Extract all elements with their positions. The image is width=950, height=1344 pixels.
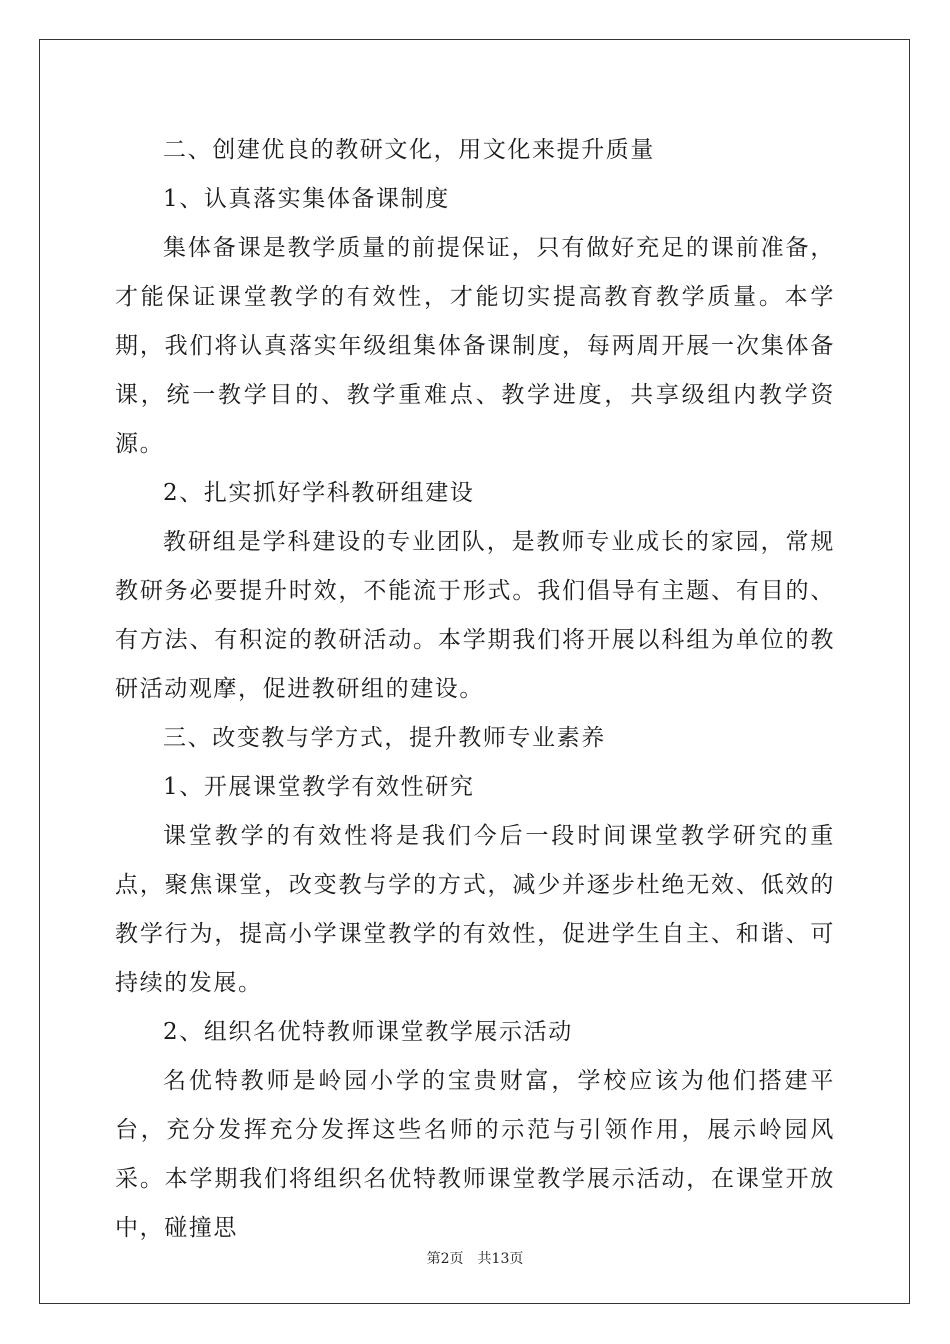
document-body [115, 126, 835, 1253]
paragraph-teaching-research-group: 教研组是学科建设的专业团队，是教师专业成长的家园，常规教研务必要提升时效，不能流于形式。我们倡导有主题、有目的、有方法、有积淀的教研活动。本学期我们将开展以科组为单位的教研活动观摩，促进教研组的建设。 [115, 529, 835, 702]
page-number: 第2页 [426, 1251, 464, 1267]
page-footer [0, 1248, 950, 1268]
paragraph-teacher-showcase: 名优特教师是岭园小学的宝贵财富，学校应该为他们搭建平台，充分发挥充分发挥这些名师的示范与引领作用，展示岭园风采。本学期我们将组织名优特教师课堂教学展示活动，在课堂开放中，碰撞思 [115, 1068, 835, 1241]
subheading-teacher-showcase: 2、组织名优特教师课堂教学展示活动 [163, 1019, 573, 1045]
subheading-collective-lesson-prep: 1、认真落实集体备课制度 [163, 186, 450, 212]
paragraph-classroom-effectiveness: 课堂教学的有效性将是我们今后一段时间课堂教学研究的重点，聚焦课堂，改变教与学的方式，减少并逐步杜绝无效、低效的教学行为，提高小学课堂教学的有效性，促进学生自主、和谐、可持续的发展。 [115, 823, 835, 996]
subheading-teaching-research-group: 2、扎实抓好学科教研组建设 [163, 480, 475, 506]
section-heading-2: 二、创建优良的教研文化，用文化来提升质量 [163, 137, 655, 163]
subheading-classroom-effectiveness: 1、开展课堂教学有效性研究 [163, 774, 475, 800]
page-total: 共13页 [477, 1251, 524, 1267]
paragraph-collective-lesson-prep: 集体备课是教学质量的前提保证，只有做好充足的课前准备，才能保证课堂教学的有效性，才能切实提高教育教学质量。本学期，我们将认真落实年级组集体备课制度，每两周开展一次集体备课，统一教学目的、教学重难点、教学进度，共享级组内教学资源。 [115, 235, 835, 457]
section-heading-3: 三、改变教与学方式，提升教师专业素养 [163, 725, 606, 751]
